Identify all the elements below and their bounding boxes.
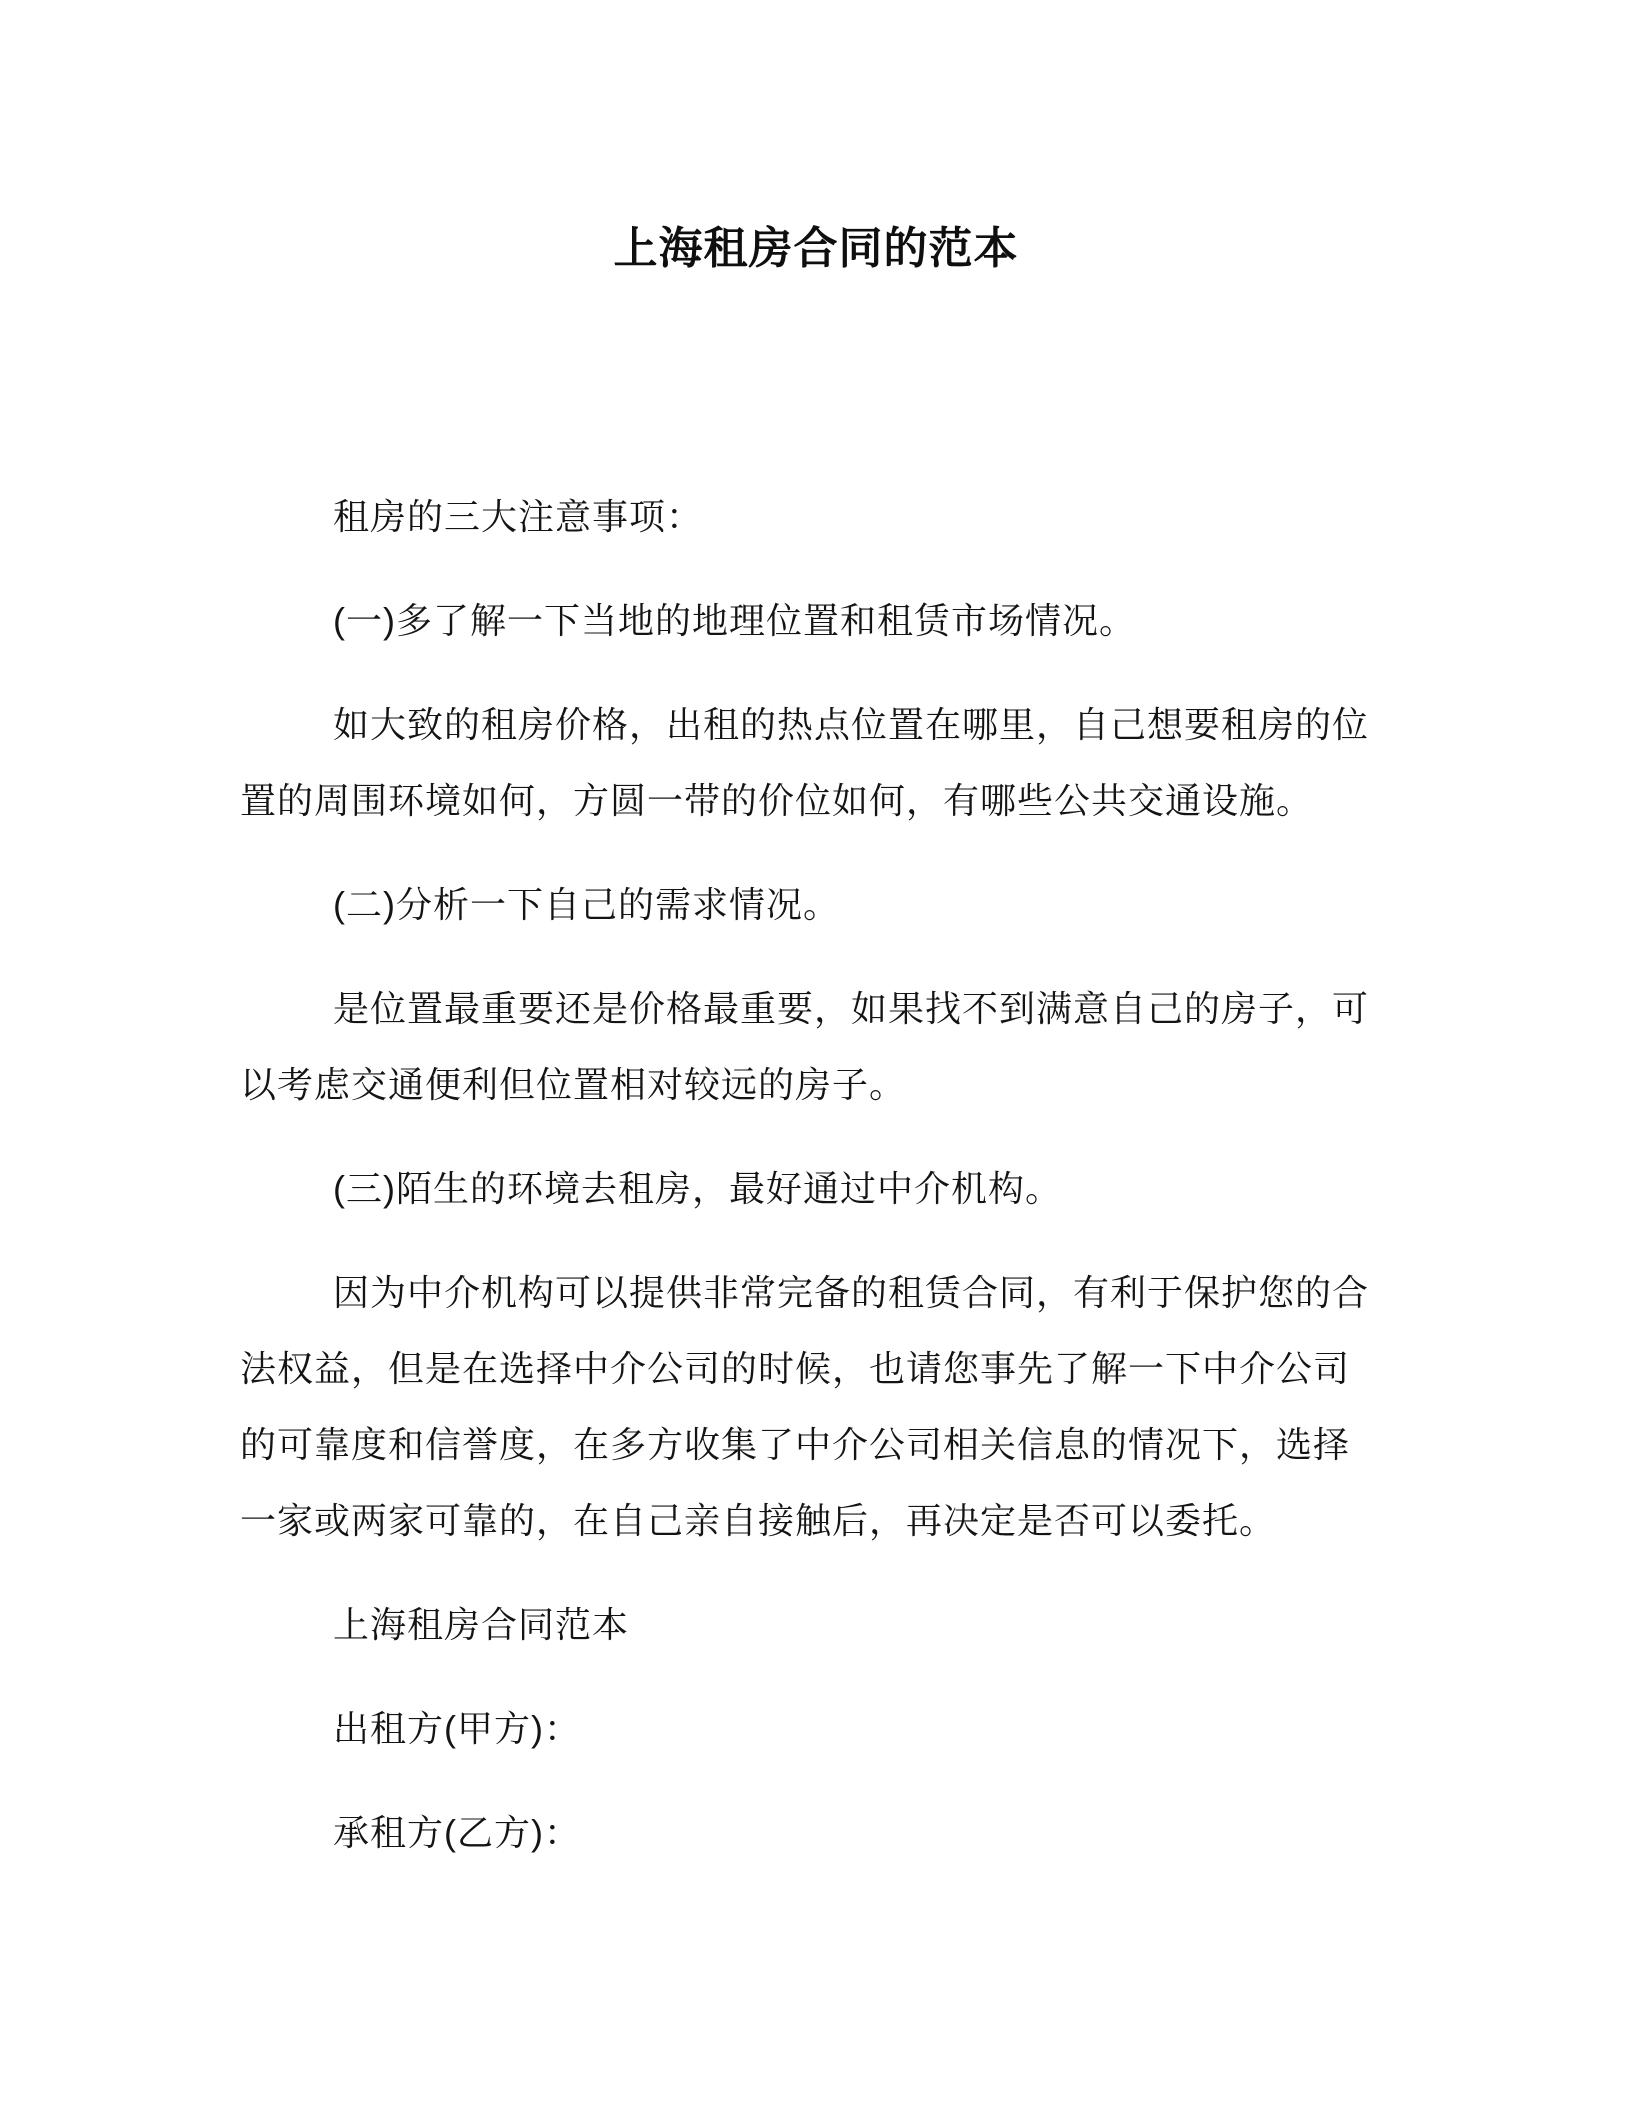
text-line: 上海租房合同范本 [333, 1604, 630, 1645]
text-line: 如大致的租房价格，出租的热点位置在哪里，自己想要租房的位 [333, 704, 1370, 745]
text-line: 出租方(甲方)： [333, 1708, 581, 1749]
text-line: 一家或两家可靠的，在自己亲自接触后，再决定是否可以委托。 [240, 1500, 1277, 1541]
paragraph-notice-heading [240, 479, 1370, 555]
paragraph-lessor-field [240, 1691, 1370, 1767]
paragraph-contract-heading [240, 1587, 1370, 1663]
document-body [240, 479, 1370, 1899]
paragraph-point-two [240, 867, 1370, 943]
text-line: 承租方(乙方)： [333, 1812, 581, 1853]
text-line: 置的周围环境如何，方圆一带的价位如何，有哪些公共交通设施。 [240, 780, 1314, 821]
text-line: 的可靠度和信誉度，在多方收集了中介公司相关信息的情况下，选择 [240, 1424, 1351, 1465]
paragraph-point-one-detail [240, 687, 1370, 839]
text-line: 因为中介机构可以提供非常完备的租赁合同，有利于保护您的合 [333, 1272, 1370, 1313]
paragraph-point-one [240, 583, 1370, 659]
paragraph-point-three-detail [240, 1255, 1370, 1559]
page-title: 上海租房合同的范本 [613, 224, 1019, 273]
text-line: 以考虑交通便利但位置相对较远的房子。 [240, 1064, 907, 1105]
text-line: 法权益，但是在选择中介公司的时候，也请您事先了解一下中介公司 [240, 1348, 1351, 1389]
text-line: (一)多了解一下当地的地理位置和租赁市场情况。 [333, 600, 1136, 641]
text-line: (二)分析一下自己的需求情况。 [333, 884, 840, 925]
text-line: 租房的三大注意事项： [333, 496, 704, 537]
paragraph-point-three [240, 1151, 1370, 1227]
text-line: (三)陌生的环境去租房，最好通过中介机构。 [333, 1168, 1062, 1209]
paragraph-point-two-detail [240, 971, 1370, 1123]
paragraph-lessee-field [240, 1795, 1370, 1871]
text-line: 是位置最重要还是价格最重要，如果找不到满意自己的房子，可 [333, 988, 1370, 1029]
